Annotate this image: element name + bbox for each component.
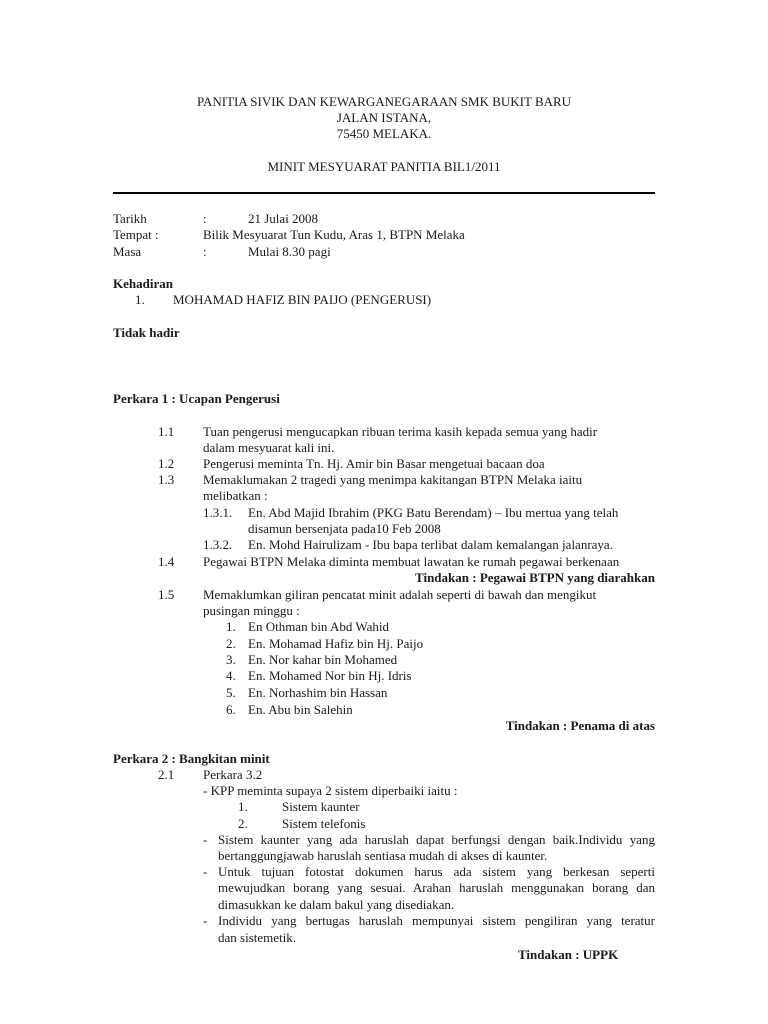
- list-number: 6.: [226, 702, 236, 717]
- bullet-text: Untuk tujuan fotostat dokumen harus ada sistem yang berkesan seperti: [218, 864, 655, 879]
- masa-label: Masa: [113, 244, 142, 259]
- subitem-text: En. Mohd Hairulizam - Ibu bapa terlibat dalam kemalangan jalanraya.: [248, 537, 613, 552]
- item-text: Memaklumkan giliran pencatat minit adalah seperti di bawah dan mengikut: [203, 587, 597, 602]
- list-item: Sistem kaunter: [282, 799, 360, 814]
- address-street: JALAN ISTANA,: [336, 110, 432, 125]
- list-number: 4.: [226, 668, 236, 683]
- list-item: En. Mohamed Nor bin Hj. Idris: [248, 668, 412, 683]
- bullet-dash: -: [203, 832, 208, 847]
- list-number: 2.: [226, 636, 236, 651]
- item-text: Pegawai BTPN Melaka diminta membuat lawatan ke rumah pegawai berkenaan: [203, 554, 620, 569]
- item-number: 1.2: [158, 456, 175, 471]
- header-divider: [113, 192, 655, 194]
- address-postcode: 75450 MELAKA.: [336, 126, 432, 141]
- item-number: 1.3: [158, 472, 175, 487]
- item-text: pusingan minggu :: [203, 603, 300, 618]
- tidak-hadir-heading: Tidak hadir: [113, 325, 180, 340]
- list-item: En. Nor kahar bin Mohamed: [248, 652, 398, 667]
- subitem-number: 1.3.1.: [203, 505, 233, 520]
- bullet-text: bertanggungjawab haruslah sentiasa mudah di akses di kaunter.: [218, 848, 548, 863]
- subitem-text: disamun bersenjata pada10 Feb 2008: [248, 521, 441, 536]
- item-number: 1.4: [158, 554, 175, 569]
- tarikh-value: 21 Julai 2008: [248, 211, 319, 226]
- kehadiran-heading: Kehadiran: [113, 276, 173, 291]
- item-text: dalam mesyuarat kali ini.: [203, 440, 335, 455]
- bullet-text: Sistem kaunter yang ada haruslah dapat berfungsi dengan baik.Individu yang: [218, 832, 655, 847]
- tindakan-label: Tindakan : Pegawai BTPN yang diarahkan: [415, 570, 655, 585]
- tarikh-colon: :: [203, 211, 207, 226]
- bullet-text: mewujudkan borang yang sesuai. Arahan haruslah menggunakan borang dan: [218, 880, 655, 895]
- list-number: 1.: [238, 799, 248, 814]
- kehadiran-number: 1.: [135, 292, 145, 307]
- subitem-text: En. Abd Majid Ibrahim (PKG Batu Berendam) – Ibu mertua yang telah: [248, 505, 619, 520]
- list-number: 2.: [238, 816, 248, 831]
- item-text: Memaklumakan 2 tragedi yang menimpa kakitangan BTPN Melaka iaitu: [203, 472, 583, 487]
- perkara1-heading: Perkara 1 : Ucapan Pengerusi: [113, 391, 280, 406]
- list-number: 3.: [226, 652, 236, 667]
- item-text: Perkara 3.2: [203, 767, 263, 782]
- list-number: 5.: [226, 685, 236, 700]
- tindakan-label: Tindakan : UPPK: [518, 947, 619, 962]
- item-number: 2.1: [158, 767, 175, 782]
- bullet-dash: -: [203, 864, 208, 879]
- tempat-label: Tempat :: [113, 227, 159, 242]
- list-item: En. Mohamad Hafiz bin Hj. Paijo: [248, 636, 424, 651]
- list-item: Sistem telefonis: [282, 816, 366, 831]
- kehadiran-item: MOHAMAD HAFIZ BIN PAIJO (PENGERUSI): [173, 292, 432, 307]
- masa-colon: :: [203, 244, 207, 259]
- document-title: MINIT MESYUARAT PANITIA BIL1/2011: [267, 159, 501, 174]
- list-item: En. Norhashim bin Hassan: [248, 685, 388, 700]
- list-item: En Othman bin Abd Wahid: [248, 619, 389, 634]
- masa-value: Mulai 8.30 pagi: [248, 244, 331, 259]
- tempat-value: Bilik Mesyuarat Tun Kudu, Aras 1, BTPN Melaka: [203, 227, 465, 242]
- item-text: Pengerusi meminta Tn. Hj. Amir bin Basar mengetuai bacaan doa: [203, 456, 545, 471]
- bullet-dash: -: [203, 913, 208, 928]
- subitem-number: 1.3.2.: [203, 537, 233, 552]
- item-text: Tuan pengerusi mengucapkan ribuan terima kasih kepada semua yang hadir: [203, 424, 598, 439]
- school-name: PANITIA SIVIK DAN KEWARGANEGARAAN SMK BUKIT BARU: [196, 94, 572, 109]
- item-number: 1.1: [158, 424, 175, 439]
- list-number: 1.: [226, 619, 236, 634]
- perkara2-heading: Perkara 2 : Bangkitan minit: [113, 751, 270, 766]
- tarikh-label: Tarikh: [113, 211, 147, 226]
- item-text: melibatkan :: [203, 488, 268, 503]
- bullet-text: Individu yang bertugas haruslah mempunyai sistem pengiliran yang teratur: [218, 913, 655, 928]
- item-text: - KPP meminta supaya 2 sistem diperbaiki iaitu :: [203, 783, 458, 798]
- list-item: En. Abu bin Salehin: [248, 702, 353, 717]
- bullet-text: dan sistemetik.: [218, 930, 296, 945]
- bullet-text: dimasukkan ke dalam bakul yang disediakan.: [218, 897, 455, 912]
- item-number: 1.5: [158, 587, 175, 602]
- tindakan-label: Tindakan : Penama di atas: [505, 718, 655, 733]
